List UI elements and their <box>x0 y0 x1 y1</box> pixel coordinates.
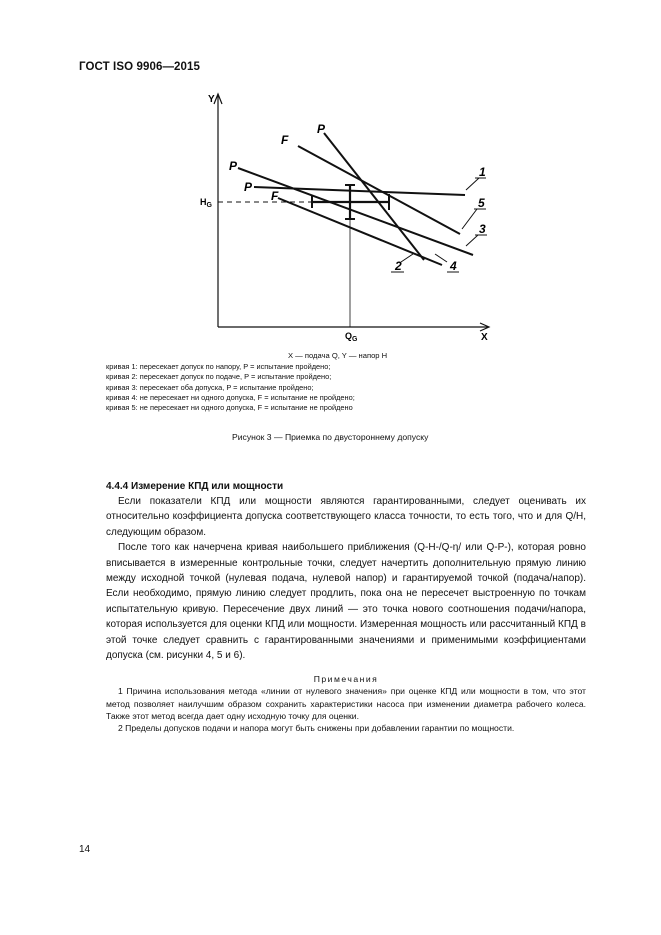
legend-item: кривая 4: не пересекает ни одного допуска, F = испытание не пройдено; <box>106 392 355 402</box>
curve-number-1: 1 <box>479 165 486 179</box>
y-axis-label: Y <box>208 94 215 105</box>
note: 2 Пределы допусков подачи и напора могут быть снижены при добавлении гарантии по мощности. <box>118 723 515 734</box>
document-header: ГОСТ ISO 9906—2015 <box>79 61 201 73</box>
curve-4 <box>278 198 442 265</box>
legend-item: кривая 3: пересекает оба допуска, P = испытание пройдено; <box>106 382 314 392</box>
curve-letter-p-left: P <box>229 159 238 173</box>
note: 1 Причина использования метода «линии от нулевого значения» при оценке КПД или мощности в том, что этот метод позволяет наилучшим образом сохранить характеристики насоса при изменении диаметра рабочего колеса. Также этот метод всегда дает одну исходную точку для оценки. <box>106 686 586 721</box>
x-axis-label: X <box>481 332 488 343</box>
figure-legend <box>106 362 355 413</box>
curve-letter-p-mid: P <box>244 180 253 194</box>
axis-caption: X — подача Q, Y — напор H <box>288 351 388 360</box>
paragraph: Если показатели КПД или мощности являются гарантированными, следует оценивать их относительно коэффициента допуска соответствующего класса точности, то есть того, что и для Q/H, следующим образом. <box>106 496 586 538</box>
curve-letter-f-low: F <box>271 189 279 203</box>
section-heading: 4.4.4 Измерение КПД или мощности <box>106 481 284 492</box>
curve-3 <box>238 168 473 255</box>
paragraph: После того как начерчена кривая наибольшего приближения (Q-H-/Q-η/ или Q-P-), которая ровно вписывается в измеренные контрольные точки, следует начертить дополнительную прямую линию между исходной точкой (нулевая подача, нулевой напор) и гарантируемой точкой (подача/напор). Если необходимо, прямую линию следует продлить, пока она не пересечет выстроенную по точкам испытательную кривую. Пересечение двух линий — это точка нового соотношения подачи/напора, которая используется для оценки КПД или мощности. Измеренная мощность или рассчитанный КПД в этой точке следует сравнить с гарантированными значениями и применимыми коэффициентами допуска (см. рисунки 4, 5 и 6). <box>106 542 586 662</box>
curve-letter-f-top: F <box>281 133 289 147</box>
curve-2 <box>324 133 424 260</box>
curve-number-3: 3 <box>479 222 486 236</box>
legend-item: кривая 2: пересекает допуск по подаче, P = испытание пройдено; <box>106 372 332 382</box>
curve-1 <box>254 187 465 195</box>
hg-label: $H_G$ <box>200 197 212 209</box>
curve-number-2: 2 <box>395 259 402 273</box>
legend-item: кривая 1: пересекает допуск по напору, P = испытание пройдено; <box>106 362 331 371</box>
curve-number-4: 4 <box>450 259 457 273</box>
curve-number-5: 5 <box>478 196 485 210</box>
curve-letter-p-top: P <box>317 122 326 136</box>
page-number: 14 <box>79 844 91 855</box>
qg-label: $Q_G$ <box>345 331 358 343</box>
notes-heading: Примечания <box>313 674 379 685</box>
figure-title: Рисунок 3 — Приемка по двустороннему допуску <box>232 432 429 442</box>
legend-item: кривая 5: не пересекает ни одного допуска, F = испытание не пройдено <box>106 403 353 413</box>
section-4-4-4 <box>106 479 586 734</box>
acceptance-figure <box>190 86 500 348</box>
